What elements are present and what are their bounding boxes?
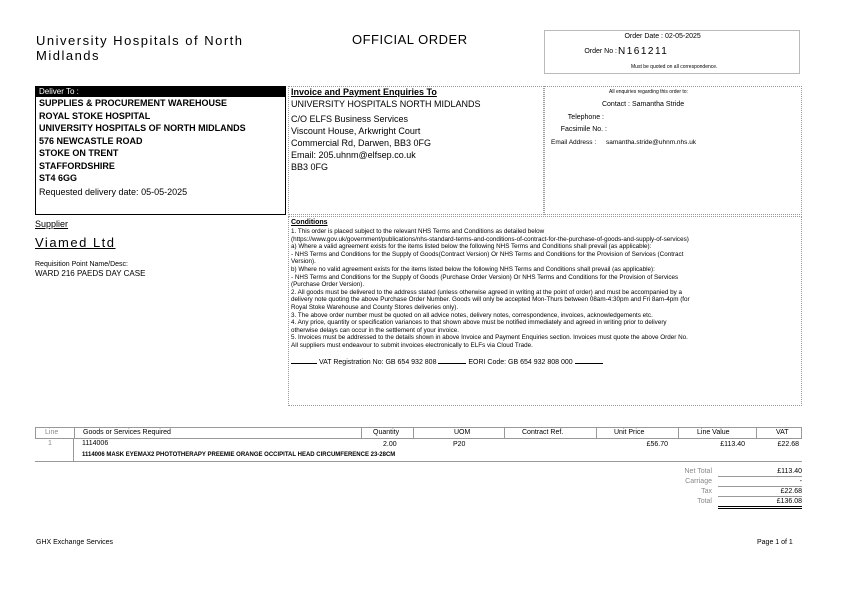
email-value: samantha.stride@uhnm.nhs.uk — [606, 139, 697, 146]
order-no-label: Order No : — [584, 48, 617, 55]
col-goods: Goods or Services Required — [83, 429, 171, 436]
order-no: N161211 — [618, 46, 669, 57]
invoice-line: BB3 0FG — [291, 162, 329, 172]
col-line: Line — [45, 429, 59, 436]
quote-note: Must be quoted on all correspondence. — [631, 64, 718, 70]
total-value: £136.08 — [718, 498, 802, 509]
enquiries-title: All enquiries regarding this order to: — [609, 89, 688, 95]
condition-line: 2. All goods must be delivered to the address stated (unless otherwise agreed in writing at the point of order) and must be accompanied by a — [291, 288, 682, 296]
conditions-title: Conditions — [291, 219, 328, 226]
net-total-row — [640, 468, 802, 478]
telephone-label: Telephone : — [567, 114, 604, 121]
col-line-value: Line Value — [697, 429, 730, 436]
deliver-line: STOKE ON TRENT — [39, 148, 119, 158]
deliver-to-title: Deliver To : — [36, 87, 285, 97]
condition-line: 5. Invoices must be addressed to the details shown in above Invoice and Payment Enquiries section. Invoices must quote the above Order No. — [291, 334, 688, 342]
carriage-row — [640, 478, 802, 488]
invoice-line: Email: 205.uhnm@elfsep.co.uk — [291, 150, 416, 160]
invoice-line: Commercial Rd, Darwen, BB3 0FG — [291, 138, 432, 148]
eori-code: EORI Code: GB 654 932 808 000 — [468, 358, 573, 366]
net-total-value: £113.40 — [718, 468, 802, 477]
row-uom: P20 — [453, 441, 466, 448]
row-vat: £22.68 — [777, 441, 799, 448]
conditions-box — [288, 216, 802, 406]
tax-label: Tax — [701, 488, 712, 495]
col-uom: UOM — [454, 429, 471, 436]
tax-row — [640, 488, 802, 498]
condition-line: Version). — [291, 258, 316, 266]
requisition-value: WARD 216 PAEDS DAY CASE — [35, 269, 146, 278]
condition-line: (Purchase Order Version). — [291, 281, 365, 289]
condition-line: b) Where no valid agreement exists for the items listed below the following NHS Terms and Conditions shall prevail (as applicable): — [291, 265, 655, 273]
condition-line: Royal Stoke Warehouse and County Stores deliveries only). — [291, 303, 459, 311]
requested-delivery-date: Requested delivery date: 05-05-2025 — [39, 186, 188, 197]
order-date-label: Order Date : — [624, 33, 663, 40]
total-label: Total — [697, 498, 712, 505]
condition-line: otherwise delays can occur in the settlement of your invoice. — [291, 326, 460, 334]
row-line-number: 1 — [48, 440, 52, 447]
deliver-address — [36, 97, 285, 198]
requisition-label: Requisition Point Name/Desc: — [35, 261, 128, 268]
email-label: Email Address : — [551, 139, 597, 146]
deliver-line: ST4 6GG — [39, 173, 78, 183]
invoice-title: Invoice and Payment Enquiries To — [291, 87, 437, 97]
condition-line: All suppliers must endeavour to submit invoices electronically to ELFs via Cloud Trade. — [291, 341, 533, 349]
supplier-name: Viamed Ltd — [35, 235, 116, 250]
net-total-label: Net Total — [684, 468, 712, 475]
invoice-line: UNIVERSITY HOSPITALS NORTH MIDLANDS — [291, 99, 481, 109]
order-info-box — [544, 30, 800, 74]
enquiries-box — [544, 86, 802, 215]
document-title: OFFICIAL ORDER — [352, 32, 468, 47]
condition-line: - NHS Terms and Conditions for the Supply of Goods(Contract Version) Or NHS Terms and Conditions for the Provision of Services (Contract — [291, 250, 684, 258]
deliver-to-box — [35, 86, 286, 215]
row-line-value: £113.40 — [720, 441, 745, 448]
contact-name: Samantha Stride — [632, 101, 685, 108]
vat-registration: VAT Registration No: GB 654 932 808 — [318, 358, 437, 366]
invoice-line: C/O ELFS Business Services — [291, 114, 409, 124]
footer-left: GHX Exchange Services — [36, 539, 114, 546]
deliver-line: SUPPLIES & PROCUREMENT WAREHOUSE — [39, 98, 228, 108]
totals-block — [640, 468, 802, 510]
col-unit-price: Unit Price — [614, 429, 645, 436]
table-header-row — [35, 427, 802, 439]
carriage-value: - — [718, 478, 802, 487]
total-row — [640, 498, 802, 510]
deliver-line: ROYAL STOKE HOSPITAL — [39, 110, 151, 121]
registration-line — [291, 359, 799, 367]
condition-line: a) Where a valid agreement exists for the items listed below the following NHS Terms and Conditions shall prevail (as applicable): — [291, 243, 652, 251]
contact-label: Contact : — [601, 101, 630, 108]
deliver-line: STAFFORDSHIRE — [39, 160, 115, 171]
order-date: 02-05-2025 — [665, 33, 701, 40]
condition-line: 3. The above order number must be quoted on all advice notes, delivery notes, correspondence, invoices, acknowledgements etc. — [291, 311, 653, 319]
row-unit-price: £56.70 — [646, 441, 668, 448]
condition-line: delivery note quoting the above Purchase Order Number. Goods will only be accepted Mon-Thurs between 08am-4:30pm and Fri 8am-4pm (for — [291, 296, 690, 304]
tax-value: £22.68 — [718, 488, 802, 497]
deliver-line: UNIVERSITY HOSPITALS OF NORTH MIDLANDS — [39, 123, 246, 133]
invoice-line: Viscount House, Arkwright Court — [291, 126, 421, 136]
organisation-name — [36, 33, 244, 63]
table-row — [35, 439, 802, 462]
row-description: 1114006 MASK EYEMAX2 PHOTOTHERAPY PREEMIE ORANGE OCCIPITAL HEAD CIRCUMFERENCE 23-28CM — [82, 452, 396, 458]
deliver-line: 576 NEWCASTLE ROAD — [39, 135, 143, 146]
col-vat: VAT — [776, 429, 789, 436]
condition-line: (https://www.gov.uk/government/publications/nhs-standard-terms-and-conditions-of-contract-for-the-purchase-of-goods-and-supply-of-services) — [291, 235, 689, 243]
invoice-box — [288, 86, 544, 215]
supplier-section — [35, 219, 285, 279]
carriage-label: Carriage — [685, 478, 712, 485]
row-quantity: 2.00 — [383, 441, 397, 448]
condition-line: 4. Any price, quantity or specification variances to that shown above must be notified immediately and agreed in writing prior to delivery — [291, 319, 667, 327]
condition-line: - NHS Terms and Conditions for the Supply of Goods (Purchase Order Version) Or NHS Terms and Conditions for the Provision of Services — [291, 273, 679, 281]
organisation-name-line2: Midlands — [36, 48, 101, 63]
footer-page-number: Page 1 of 1 — [757, 539, 793, 546]
condition-line: 1. This order is placed subject to the relevant NHS Terms and Conditions as detailed below — [291, 228, 545, 235]
row-code: 1114006 — [82, 440, 109, 447]
supplier-title: Supplier — [35, 219, 69, 229]
col-contract: Contract Ref. — [522, 429, 564, 436]
organisation-name-line1: University Hospitals of North — [36, 33, 244, 48]
fax-label: Facsimile No. : — [560, 126, 607, 133]
col-quantity: Quantity — [373, 429, 400, 436]
